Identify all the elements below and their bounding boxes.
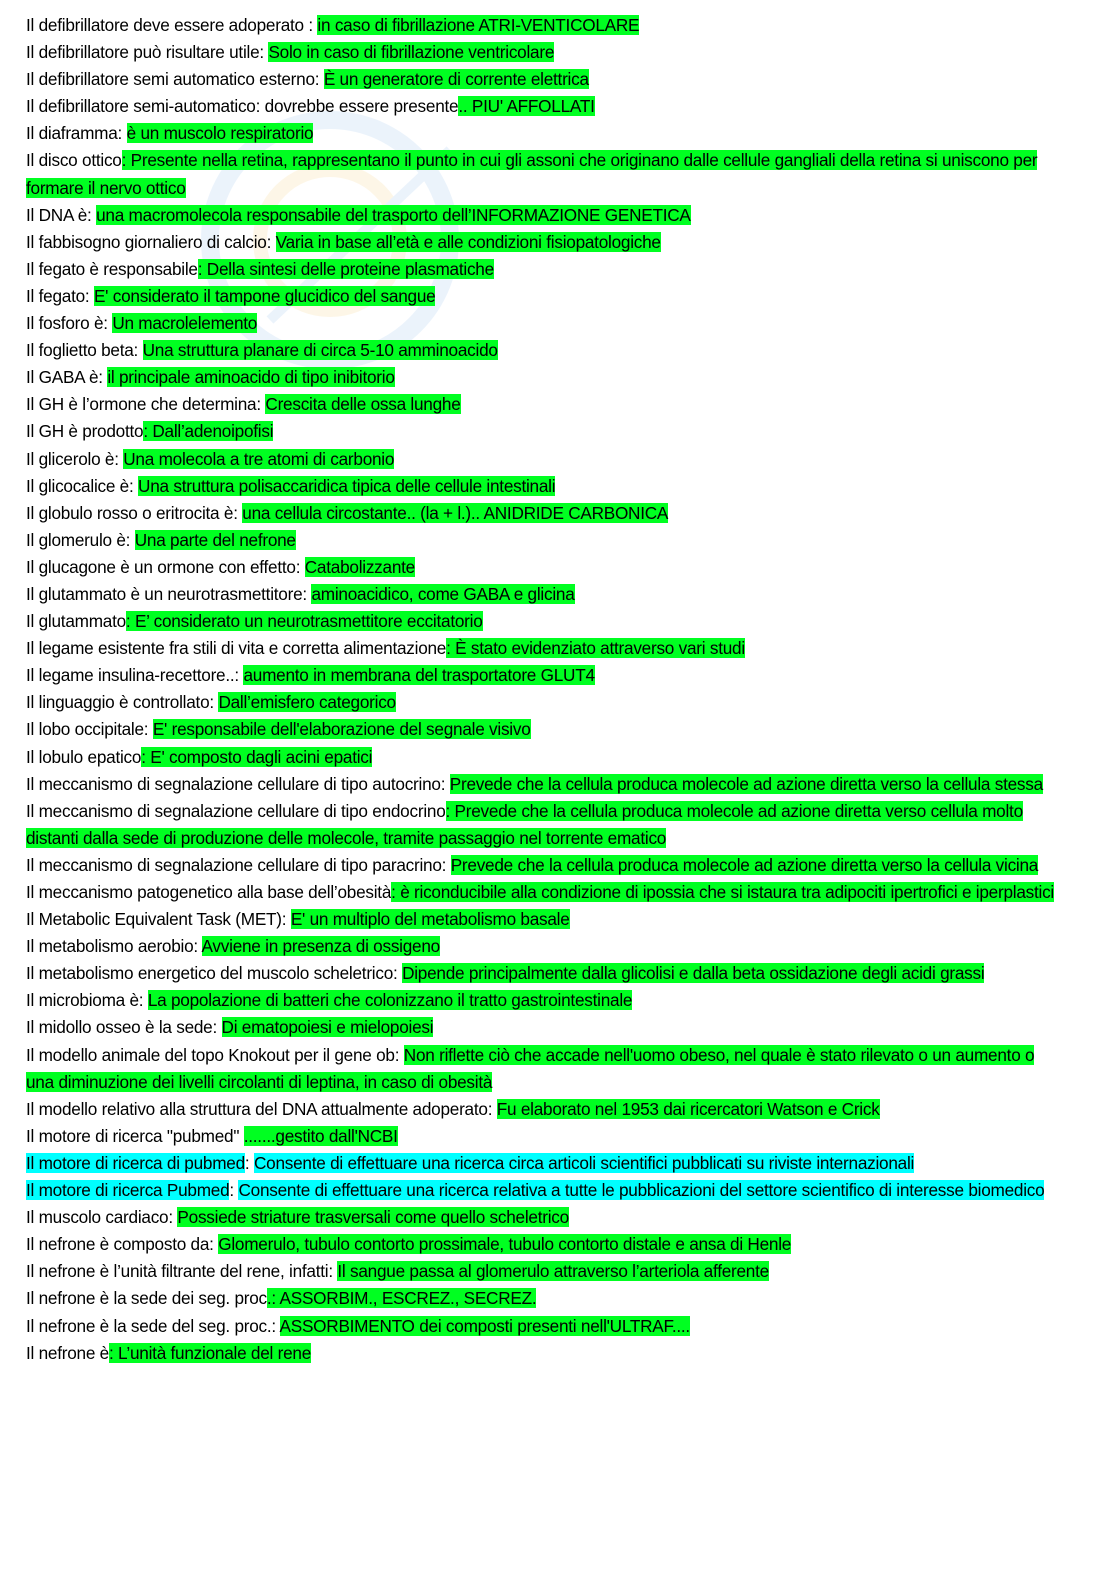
answer-highlight: : Prevede che la cellula produca molecole ad azione diretta verso cellula molto distanti dalla sede di produzione delle molecole, tramite passaggio nel torrente ematico bbox=[26, 800, 1023, 848]
question-text: Il defibrillatore semi automatico esterno: bbox=[26, 69, 324, 90]
qa-item bbox=[26, 554, 1056, 581]
question-text: Il GABA è: bbox=[26, 367, 108, 388]
qa-item bbox=[26, 446, 1056, 473]
qa-item bbox=[26, 364, 1056, 391]
question-text: Il glutammato è un neurotrasmettitore: bbox=[26, 583, 312, 604]
answer-highlight: : E’ considerato un neurotrasmettitore eccitatorio bbox=[125, 611, 483, 632]
answer-highlight: Fu elaborato nel 1953 dai ricercatori Watson e Crick bbox=[496, 1098, 880, 1119]
qa-item bbox=[26, 1340, 1056, 1367]
qa-item bbox=[26, 418, 1056, 445]
question-text: Il meccanismo di segnalazione cellulare di tipo endocrino bbox=[26, 800, 446, 821]
answer-highlight: : Presente nella retina, rappresentano il punto in cui gli assoni che originano dalle cellule gangliali della retina si uniscono per formare il nervo ottico bbox=[26, 150, 1038, 198]
question-text: Il modello relativo alla struttura del DNA attualmente adoperato: bbox=[26, 1098, 497, 1119]
qa-item bbox=[26, 987, 1056, 1014]
answer-highlight: è un muscolo respiratorio bbox=[126, 123, 314, 144]
qa-item bbox=[26, 310, 1056, 337]
answer-highlight: aumento in membrana del trasportatore GLUT4 bbox=[243, 665, 595, 686]
question-text: Il midollo osseo è la sede: bbox=[26, 1017, 222, 1038]
answer-highlight: aminoacidico, come GABA e glicina bbox=[311, 583, 575, 604]
question-text: Il fosforo è: bbox=[26, 313, 113, 334]
answer-highlight: La popolazione di batteri che colonizzano il tratto gastrointestinale bbox=[147, 990, 633, 1011]
answer-highlight: Prevede che la cellula produca molecole ad azione diretta verso la cellula vicina bbox=[450, 854, 1039, 875]
answer-highlight: una macromolecola responsabile del trasporto dell’INFORMAZIONE GENETICA bbox=[96, 204, 691, 225]
qa-item bbox=[26, 1231, 1056, 1258]
qa-item bbox=[26, 716, 1056, 743]
answer-highlight: E' considerato il tampone glucidico del sangue bbox=[93, 285, 436, 306]
answer-highlight: È un generatore di corrente elettrica bbox=[323, 69, 589, 90]
question-text: Il fegato è responsabile bbox=[26, 258, 198, 279]
question-text: Il motore di ricerca "pubmed" bbox=[26, 1125, 244, 1146]
question-text: Il DNA è: bbox=[26, 204, 97, 225]
question-text: Il lobo occipitale: bbox=[26, 719, 153, 740]
qa-item bbox=[26, 906, 1056, 933]
answer-highlight: Consente di effettuare una ricerca circa articoli scientifici pubblicati su riviste internazionali bbox=[253, 1152, 915, 1173]
answer-highlight: E' responsabile dell'elaborazione del segnale visivo bbox=[152, 719, 531, 740]
qa-item bbox=[26, 147, 1056, 201]
question-text: Il muscolo cardiaco: bbox=[26, 1207, 178, 1228]
question-text: Il motore di ricerca Pubmed bbox=[26, 1180, 230, 1201]
question-text: Il meccanismo patogenetico alla base dell’obesità bbox=[26, 882, 392, 902]
answer-highlight: .......gestito dall'NCBI bbox=[243, 1125, 398, 1146]
question-text: Il GH è prodotto bbox=[26, 421, 144, 442]
answer-highlight: Crescita delle ossa lunghe bbox=[265, 394, 461, 415]
qa-item bbox=[26, 1150, 1056, 1177]
qa-item bbox=[26, 635, 1056, 662]
question-text: Il motore di ricerca di pubmed bbox=[26, 1152, 245, 1173]
question-text: Il fegato: bbox=[26, 285, 94, 306]
answer-highlight: : L’unità funzionale del rene bbox=[109, 1342, 312, 1363]
qa-item bbox=[26, 798, 1056, 852]
qa-item bbox=[26, 500, 1056, 527]
qa-item bbox=[26, 1258, 1056, 1285]
qa-item bbox=[26, 771, 1056, 798]
qa-item bbox=[26, 852, 1056, 879]
qa-item bbox=[26, 1096, 1056, 1123]
answer-highlight: una cellula circostante.. (la + l.).. ANIDRIDE CARBONICA bbox=[242, 502, 669, 523]
answer-highlight: Glomerulo, tubulo contorto prossimale, tubulo contorto distale e ansa di Henle bbox=[218, 1234, 792, 1255]
question-text: Il nefrone è l’unità filtrante del rene, infatti: bbox=[26, 1261, 338, 1282]
answer-highlight: Dipende principalmente dalla glicolisi e dalla beta ossidazione degli acidi grassi bbox=[402, 963, 985, 984]
separator-text: : bbox=[244, 1152, 254, 1173]
question-text: Il legame esistente fra stili di vita e corretta alimentazione bbox=[26, 638, 447, 659]
answer-highlight: : E' composto dagli acini epatici bbox=[141, 746, 373, 767]
qa-item bbox=[26, 256, 1056, 283]
answer-highlight: Consente di effettuare una ricerca relativa a tutte le pubblicazioni del settore scientifico di interesse biomedico bbox=[238, 1180, 1045, 1201]
qa-item bbox=[26, 93, 1056, 120]
question-text: Il meccanismo di segnalazione cellulare di tipo paracrino: bbox=[26, 854, 451, 875]
qa-item bbox=[26, 1042, 1056, 1096]
question-text: Il nefrone è bbox=[26, 1342, 109, 1363]
answer-highlight: .: ASSORBIM., ESCREZ., SECREZ. bbox=[266, 1288, 537, 1309]
answer-highlight: Una struttura planare di circa 5-10 amminoacido bbox=[142, 340, 498, 361]
qa-item bbox=[26, 1014, 1056, 1041]
question-text: Il glicocalice è: bbox=[26, 475, 139, 496]
question-text: Il metabolismo aerobio: bbox=[26, 936, 202, 957]
question-text: Il globulo rosso o eritrocita è: bbox=[26, 502, 243, 523]
answer-highlight: E' un multiplo del metabolismo basale bbox=[290, 909, 570, 930]
question-text: Il nefrone è la sede dei seg. proc bbox=[26, 1288, 267, 1309]
answer-highlight: : Dall’adenoipofisi bbox=[143, 421, 274, 442]
question-text: Il defibrillatore deve essere adoperato : bbox=[26, 15, 318, 35]
answer-highlight: Catabolizzante bbox=[304, 556, 415, 577]
answer-highlight: Possiede striature trasversali come quello scheletrico bbox=[177, 1207, 569, 1228]
qa-item bbox=[26, 473, 1056, 500]
qa-item bbox=[26, 689, 1056, 716]
qa-item bbox=[26, 1204, 1056, 1231]
qa-item bbox=[26, 581, 1056, 608]
qa-item bbox=[26, 120, 1056, 147]
separator-text: : bbox=[229, 1180, 239, 1201]
answer-highlight: Una struttura polisaccaridica tipica delle cellule intestinali bbox=[138, 475, 556, 496]
question-text: Il disco ottico bbox=[26, 150, 122, 171]
question-text: Il glicerolo è: bbox=[26, 448, 124, 469]
question-text: Il glutammato bbox=[26, 611, 126, 632]
answer-highlight: .. PIU' AFFOLLATI bbox=[458, 96, 595, 117]
answer-highlight: Un macrolelemento bbox=[112, 313, 258, 334]
qa-list bbox=[26, 12, 1056, 1367]
qa-item bbox=[26, 1123, 1056, 1150]
question-text: Il metabolismo energetico del muscolo scheletrico: bbox=[26, 963, 403, 984]
question-text: Il nefrone è composto da: bbox=[26, 1234, 219, 1255]
answer-highlight: Varia in base all’età e alle condizioni fisiopatologiche bbox=[275, 231, 661, 252]
qa-item bbox=[26, 229, 1056, 256]
answer-highlight: il principale aminoacido di tipo inibitorio bbox=[107, 367, 395, 388]
answer-highlight: Non riflette ciò che accade nell'uomo obeso, nel quale è stato rilevato o un aumento o una diminuzione dei livelli circolanti di leptina, in caso di obesità bbox=[26, 1044, 1035, 1092]
answer-highlight: Di ematopoiesi e mielopoiesi bbox=[221, 1017, 434, 1038]
qa-item bbox=[26, 12, 1056, 39]
answer-highlight: Dall’emisfero categorico bbox=[218, 692, 396, 713]
question-text: Il foglietto beta: bbox=[26, 340, 143, 361]
answer-highlight: ASSORBIMENTO dei composti presenti nell'ULTRAF.... bbox=[279, 1315, 690, 1336]
qa-item bbox=[26, 1177, 1056, 1204]
qa-item bbox=[26, 391, 1056, 418]
answer-highlight: in caso di fibrillazione ATRI-VENTICOLARE bbox=[317, 15, 640, 35]
qa-item bbox=[26, 933, 1056, 960]
answer-highlight: Una parte del nefrone bbox=[134, 529, 296, 550]
qa-item bbox=[26, 744, 1056, 771]
question-text: Il Metabolic Equivalent Task (MET): bbox=[26, 909, 291, 930]
qa-item bbox=[26, 879, 1056, 906]
qa-item bbox=[26, 66, 1056, 93]
question-text: Il meccanismo di segnalazione cellulare di tipo autocrino: bbox=[26, 773, 450, 794]
question-text: Il diaframma: bbox=[26, 123, 127, 144]
question-text: Il linguaggio è controllato: bbox=[26, 692, 219, 713]
answer-highlight: Una molecola a tre atomi di carbonio bbox=[123, 448, 395, 469]
answer-highlight: : È stato evidenziato attraverso vari studi bbox=[446, 638, 745, 659]
question-text: Il modello animale del topo Knokout per il gene ob: bbox=[26, 1044, 404, 1065]
qa-item bbox=[26, 960, 1056, 987]
qa-item bbox=[26, 1313, 1056, 1340]
qa-item bbox=[26, 527, 1056, 554]
answer-highlight: Solo in caso di fibrillazione ventricolare bbox=[268, 42, 555, 63]
qa-item bbox=[26, 608, 1056, 635]
answer-highlight: Il sangue passa al glomerulo attraverso l’arteriola afferente bbox=[337, 1261, 769, 1282]
question-text: Il glomerulo è: bbox=[26, 529, 135, 550]
question-text: Il microbioma è: bbox=[26, 990, 148, 1011]
qa-item bbox=[26, 39, 1056, 66]
question-text: Il GH è l’ormone che determina: bbox=[26, 394, 266, 415]
question-text: Il legame insulina-recettore..: bbox=[26, 665, 244, 686]
answer-highlight: Avviene in presenza di ossigeno bbox=[201, 936, 440, 957]
qa-item bbox=[26, 337, 1056, 364]
question-text: Il glucagone è un ormone con effetto: bbox=[26, 556, 305, 577]
answer-highlight: : è riconducibile alla condizione di ipossia che si istaura tra adipociti ipertrofici e iperplastici bbox=[391, 882, 1055, 902]
question-text: Il defibrillatore semi-automatico: dovrebbe essere presente bbox=[26, 96, 459, 117]
qa-item bbox=[26, 1285, 1056, 1312]
question-text: Il lobulo epatico bbox=[26, 746, 142, 767]
qa-item bbox=[26, 283, 1056, 310]
answer-highlight: : Della sintesi delle proteine plasmatiche bbox=[197, 258, 494, 279]
answer-highlight: Prevede che la cellula produca molecole ad azione diretta verso la cellula stessa bbox=[449, 773, 1043, 794]
question-text: Il defibrillatore può risultare utile: bbox=[26, 42, 269, 63]
question-text: Il nefrone è la sede del seg. proc.: bbox=[26, 1315, 280, 1336]
qa-item bbox=[26, 202, 1056, 229]
qa-item bbox=[26, 662, 1056, 689]
question-text: Il fabbisogno giornaliero di calcio: bbox=[26, 231, 276, 252]
